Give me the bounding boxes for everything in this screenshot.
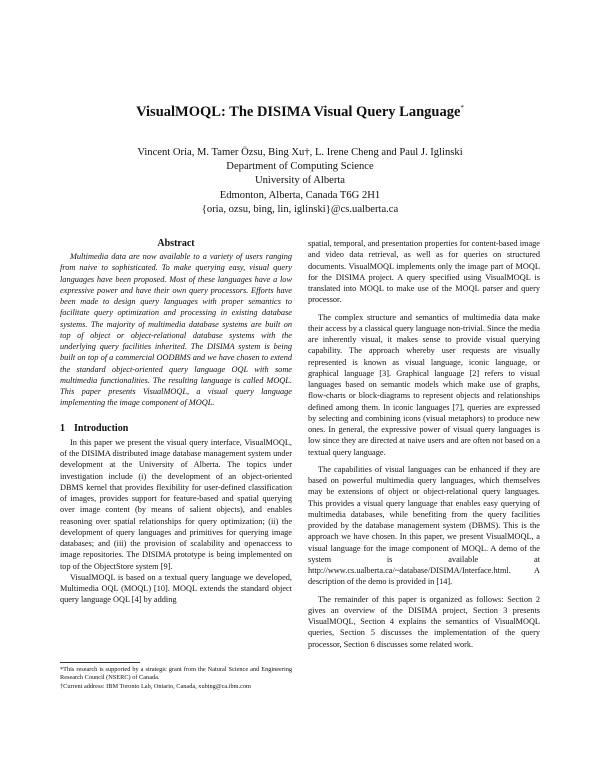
body-paragraph: spatial, temporal, and presentation properties for content-based image and video data retrieval, as well as for queries on structured documents. VisualMOQL implements only the image part of MOQL for the DISIMA project. A query specified using VisualMOQL is translated into MOQL to make use of the MOQL parser and query processor. [308, 239, 540, 305]
university: University of Alberta [254, 175, 346, 187]
footnote: *This research is supported by a strategic grant from the Natural Science and Engineering Research Council (NSERC) of Canada. [60, 666, 292, 682]
title-text: VisualMOQL: The DISIMA Visual Query Language [136, 104, 461, 120]
intro-paragraph: In this paper we present the visual query interface, VisualMOQL, of the DISIMA distributed image database management system under development at the University of Alberta. The topics under investigation include (i) the development of an object-oriented DBMS kernel that provides flexibility for user-defined classification of images, provides support for feature-based and spatial querying over image content (by means of salient objects), and enables reasoning over spatial relationships for query optimization; (ii) the development of query languages and primitives for querying image databases; and (iii) the provision of scalability and openaccess to image repositories. The DISIMA prototype is being implemented on top of the ObjectStore system [9]. [60, 437, 292, 571]
body-paragraph: The capabilities of visual languages can be enhanced if they are based on powerful multimedia query languages, which themselves may be extensions of object or object-relational query languages. This provides a visual query language that enables easy querying of multimedia databases, while benefiting from the query facilities provided by the database management system (DBMS). This is the approach we have chosen. In this paper, we present VisualMOQL, a visual language for the image component of MOQL. A demo of the system is available at http://www.cs.ualberta.ca/~database/DISIMA/Interface.html. A description of the demo is provided in [14]. [308, 464, 540, 587]
author-names: Vincent Oria, M. Tamer Özsu, Bing Xu†, L. Irene Cheng and Paul J. Iglinski [137, 147, 463, 158]
abstract-heading: Abstract [157, 238, 195, 249]
address: Edmonton, Alberta, Canada T6G 2H1 [219, 189, 381, 201]
section-title: Introduction [74, 422, 129, 434]
department: Department of Computing Science [226, 161, 374, 173]
footnotes [60, 662, 292, 693]
section-number: 1 [60, 422, 65, 434]
title-footnote-mark: * [460, 104, 464, 113]
right-column [308, 238, 540, 656]
footnote: †Current address: IBM Toronto Lab, Ontario, Canada, xubing@ca.ibm.com [60, 683, 251, 691]
author-block [0, 146, 600, 217]
emails: {oria, ozsu, bing, lin, iglinski}@cs.ualberta.ca [201, 203, 399, 215]
left-column [60, 238, 292, 606]
section-heading [60, 423, 292, 434]
body-paragraph: The complex structure and semantics of multimedia data make their access by a classical query language non-trivial. Since the media are inherently visual, it makes sense to provide visual querying capability. The approach whereby user requests are visually represented is known as visual language, iconic language, or graphical language [3]. Graphical language [2] refers to visual languages based on semantic models which make use of graphs, flow-charts or block-diagrams to represent objects and relationships defined among them. In iconic languages [7], queries are expressed by selecting and combining icons (visual metaphors) to produce new ones. In general, the expressive power of visual query languages is low since they are directed at naive users and are often not based on a textual query language. [308, 312, 540, 457]
intro-paragraph: VisualMOQL is based on a textual query language we developed, Multimedia OQL (MOQL) [10]. MOQL extends the standard object query language OQL [4] by adding [60, 572, 292, 605]
footnote-divider [60, 662, 140, 663]
body-paragraph: The remainder of this paper is organized as follows: Section 2 gives an overview of the DISIMA project, Section 3 presents VisualMOQL, Section 4 explains the semantics of VisualMOQL queries, Section 5 discusses the implementation of the query processor, Section 6 discusses some related work. [308, 594, 540, 649]
abstract-text: Multimedia data are now available to a variety of users ranging from naive to sophisticated. To make querying easy, visual query languages have been proposed. Most of these languages have a low expressive power and have their own query processors. Efforts have been made to design query languages with proper semantics to facilitate query optimization and processing in existing database systems. The majority of multimedia database systems are built on top of object or object-relational database systems with the underlying query facilities inherited. The DISIMA system is being built on top of a commercial OODBMS and we have chosen to extend the standard object-oriented query language OQL with some multimedia functionalities. The resulting language is called MOQL. This paper presents VisualMOQL, a visual query language implementing the image component of MOQL. [60, 252, 292, 408]
paper-title [0, 104, 600, 121]
